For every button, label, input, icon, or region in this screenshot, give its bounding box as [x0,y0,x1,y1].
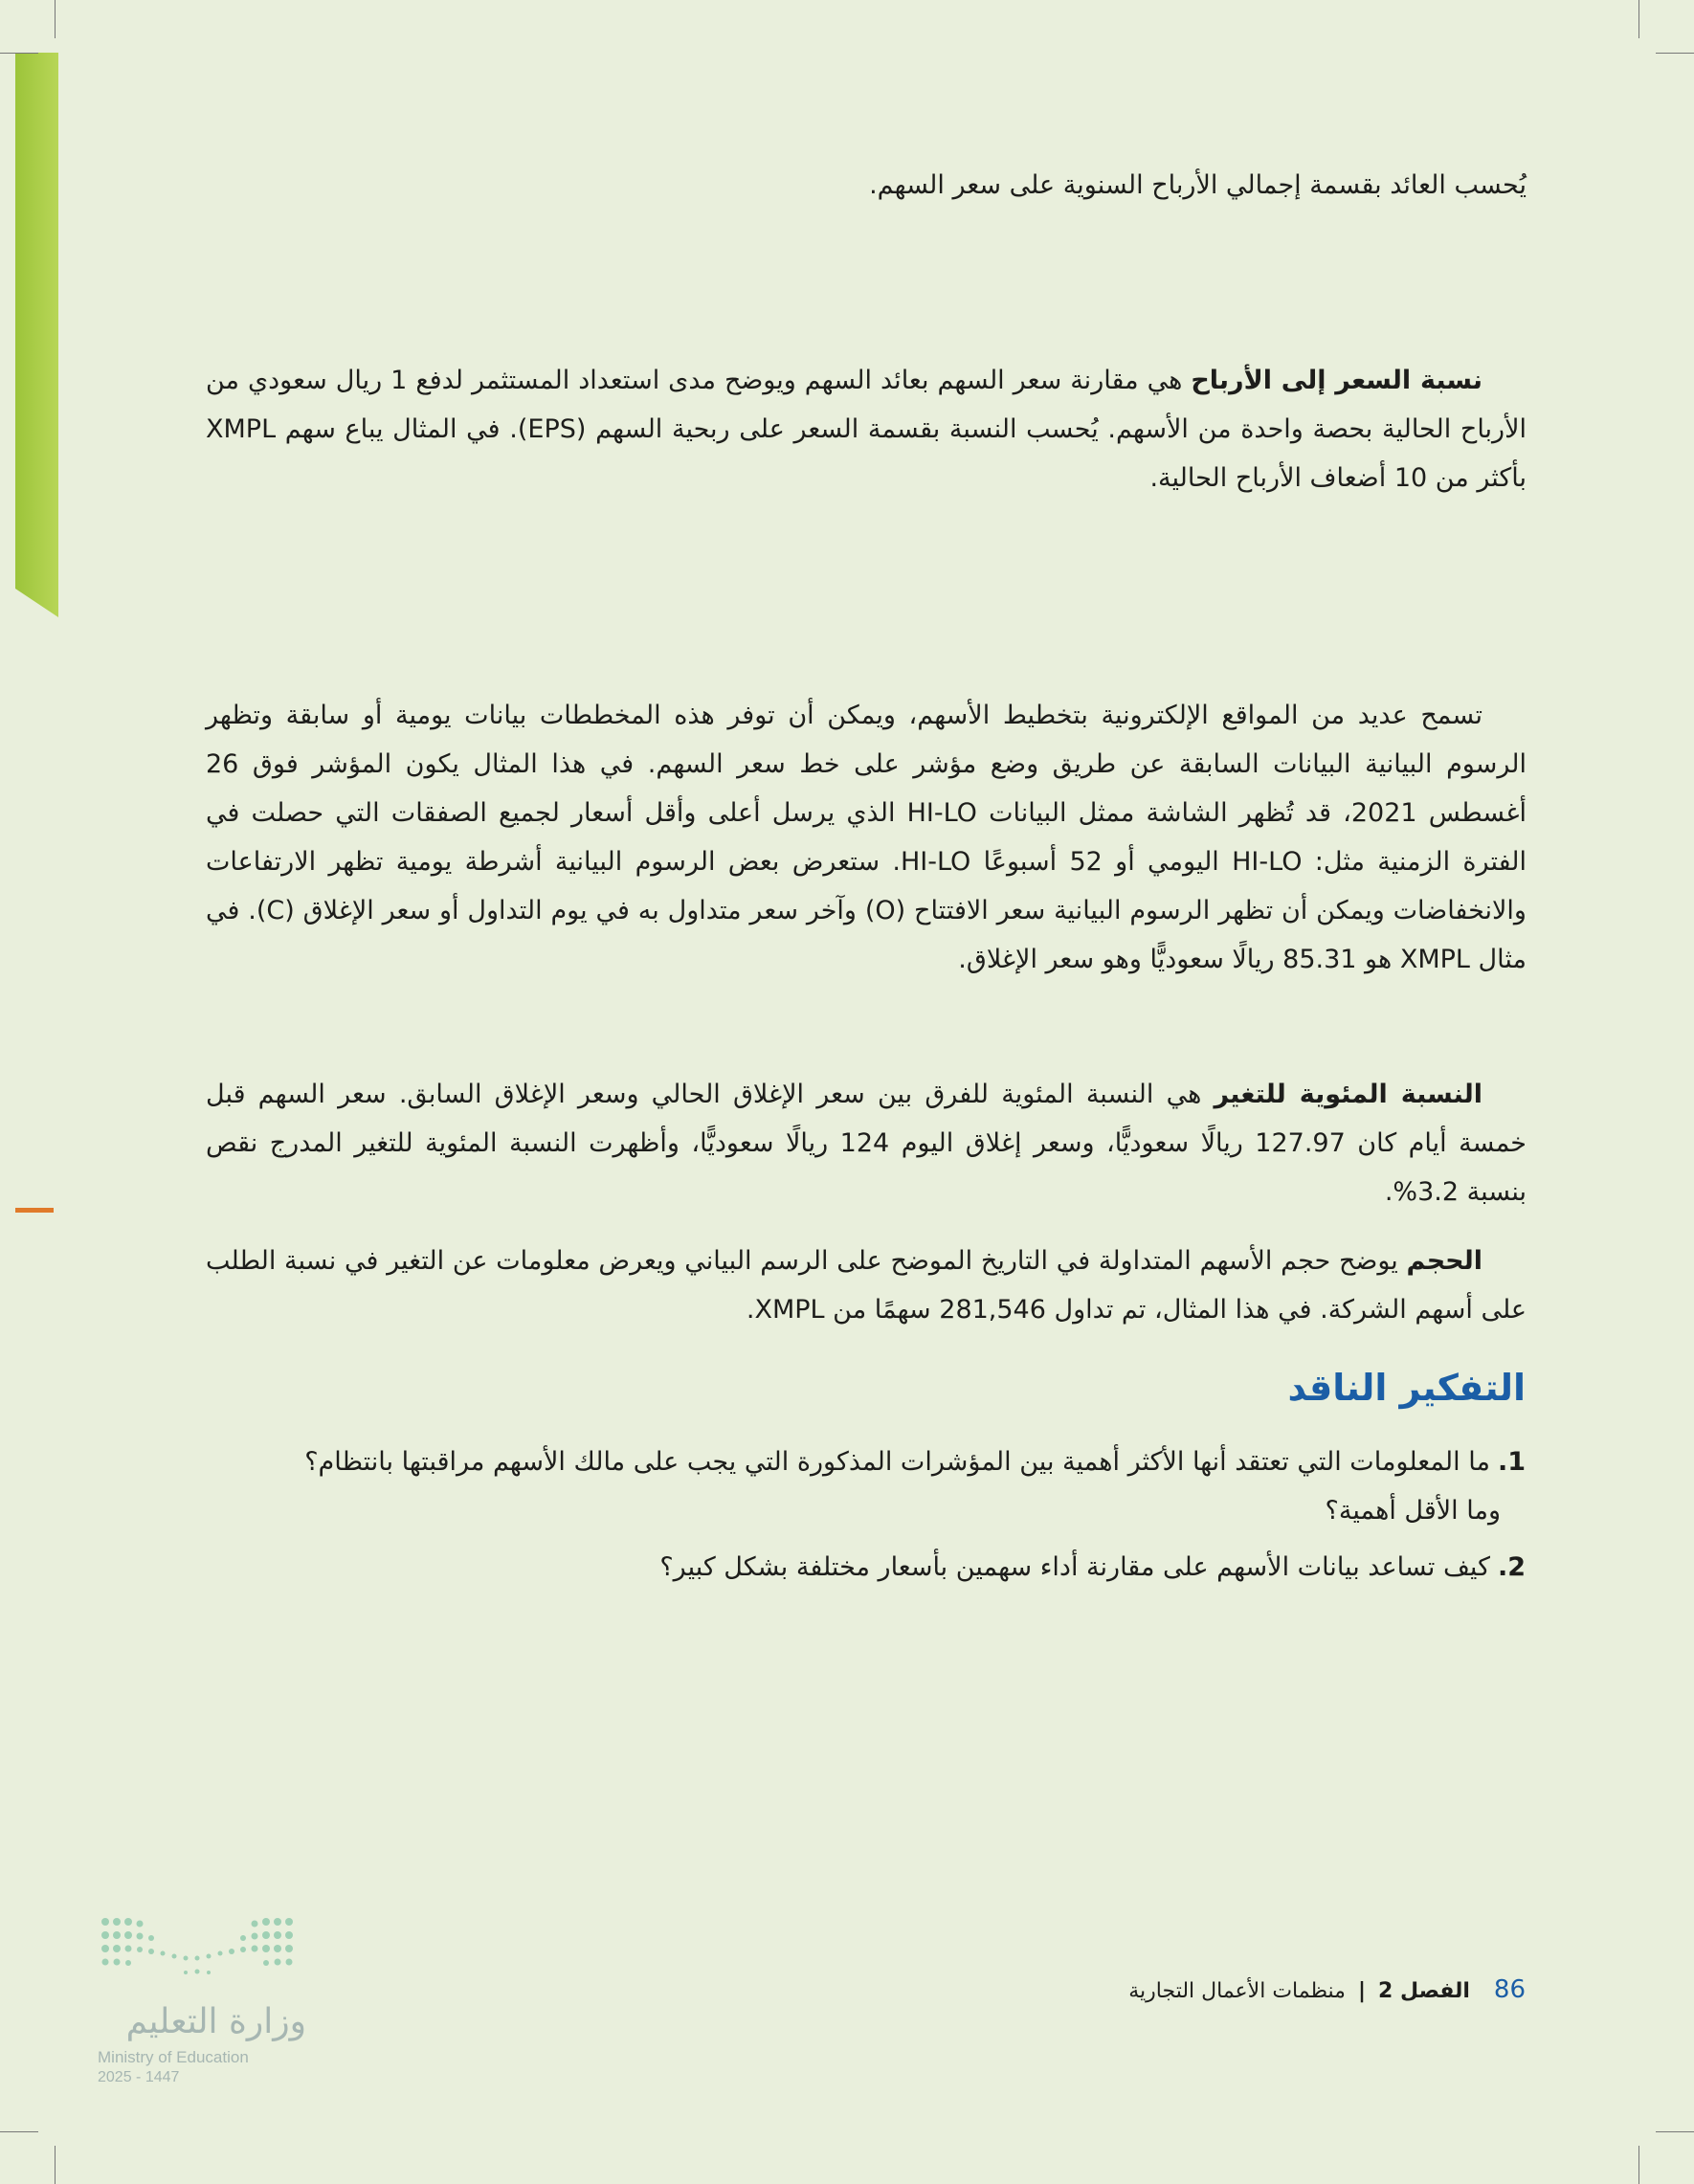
charts-paragraph: تسمح عديد من المواقع الإلكترونية بتخطيط الأسهم، ويمكن أن توفر هذه المخططات بيانات يومية أو سابقة وتظهر الرسوم البيانية البيانات السابقة عن طريق وضع مؤشر على خط سعر السهم. في هذا المثال يكون المؤشر فوق 26 أغسطس 2021، قد تُظهر الشاشة ممثل البيانات HI-LO الذي يرسل أعلى وأقل أسعار لجميع الصفقات التي حصلت في الفترة الزمنية مثل: HI-LO اليومي أو 52 أسبوعًا HI-LO. ستعرض بعض الرسوم البيانية أشرطة يومية تظهر الارتفاعات والانخفاضات ويمكن أن تظهر الرسوم البيانية سعر الافتتاح (O) وآخر سعر متداول به في يوم التداول أو سعر الإغلاق (C). في مثال XMPL هو 85.31 ريالًا سعوديًّا وهو سعر الإغلاق. [206,701,1527,974]
question-text: كيف تساعد بيانات الأسهم على مقارنة أداء سهمين بأسعار مختلفة بشكل كبير؟ [659,1552,1490,1582]
question-continuation: وما الأقل أهمية؟ [1325,1496,1501,1526]
logo-dots-icon [96,1912,316,1998]
volume-paragraph [206,1237,1527,1334]
term-pe-ratio: نسبة السعر إلى الأرباح [1191,366,1482,395]
margin-marker [15,1208,54,1213]
green-edge-strip [15,53,58,617]
intro-text: يُحسب العائد بقسمة إجمالي الأرباح السنوية على سعر السهم. [869,170,1527,200]
logo-english-name: Ministry of Education [98,2048,249,2066]
pe-ratio-paragraph [206,356,1527,502]
crop-mark [1656,2131,1694,2132]
crop-mark [1638,2146,1639,2184]
question-number: 2. [1497,1552,1526,1582]
percent-change-text: هي النسبة المئوية للفرق بين سعر الإغلاق الحالي وسعر الإغلاق السابق. سعر السهم قبل خمسة أيام كان 127.97 ريالًا سعوديًّا، وسعر إغلاق اليوم 124 ريالًا سعوديًّا، وأظهرت النسبة المئوية للتغير المدرج نقص بنسبة 3.2%. [206,1080,1527,1207]
question-item [167,1437,1526,1535]
term-percent-change: النسبة المئوية للتغير [1214,1080,1482,1109]
chapter-title: منظمات الأعمال التجارية [1128,1979,1346,2003]
chapter-label: الفصل 2 [1377,1979,1470,2003]
volume-text: يوضح حجم الأسهم المتداولة في التاريخ الموضح على الرسم البياني ويعرض معلومات عن التغير في نسبة الطلب على أسهم الشركة. في هذا المثال، تم تداول 281,546 سهمًا من XMPL. [206,1246,1527,1325]
footer-separator: | [1357,1979,1366,2003]
logo-arabic-name: وزارة التعليم [125,2002,306,2041]
logo-year: 2025 - 1447 [98,2069,180,2085]
page-number: 86 [1493,1975,1526,2004]
crop-mark [55,0,56,38]
page-footer [1128,1975,1526,2004]
question-item [167,1543,1526,1592]
crop-mark [1656,53,1694,54]
question-text: ما المعلومات التي تعتقد أنها الأكثر أهمية بين المؤشرات المذكورة التي يجب على مالك الأسهم مراقبتها بانتظام؟ [304,1447,1490,1477]
percent-change-paragraph [206,1070,1527,1216]
pe-ratio-text: هي مقارنة سعر السهم بعائد السهم ويوضح مدى استعداد المستثمر لدفع 1 ريال سعودي من الأرباح الحالية بحصة واحدة من الأسهم. يُحسب النسبة بقسمة السعر على ربحية السهم (EPS). في المثال يباع سهم XMPL بأكثر من 10 أضعاف الأرباح الحالية. [206,366,1527,493]
ministry-logo [96,1912,316,2094]
questions-list [167,1437,1526,1592]
crop-mark [0,53,38,54]
crop-mark [55,2146,56,2184]
critical-thinking-title: التفكير الناقد [1287,1367,1526,1409]
crop-mark [0,2131,38,2132]
term-volume: الحجم [1406,1246,1482,1276]
question-number: 1. [1497,1447,1526,1477]
crop-mark [1638,0,1639,38]
